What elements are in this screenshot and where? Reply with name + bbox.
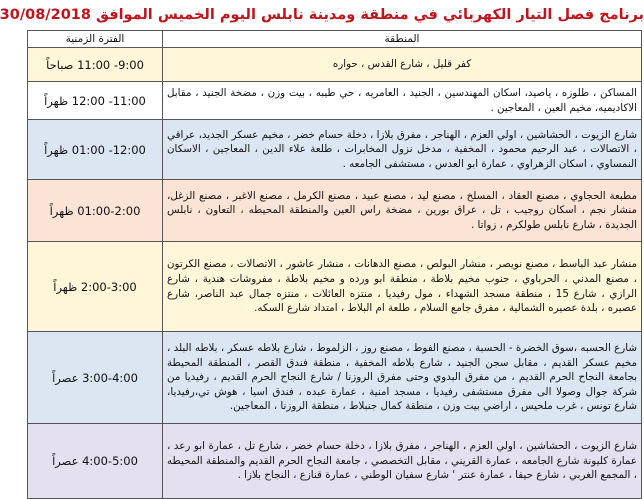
period-cell: [28, 82, 163, 120]
area-column-header: المنطقة: [163, 31, 642, 48]
period-text: 11:00- 12:00 ظهراً: [44, 93, 146, 108]
area-cell: شارع الزيوت ، الحشاشين ، اولي العزم ، الهناجر ، مفرق بلازا ، دخلة حسام خضر ، شارع تل ، عمارة ابو رعد ، عمارة كليونة شارع الجامعه ، عمارة القريني ، مقابل التخصصي ، جامعة النجاح الحرم القديم والمنطقة المحيطه ، المجمع الغربي ، شارع حيفا ، عمارة عنتر ' شارع سفيان الوطني ، عمارة قنازع ، النجاح بلازا .: [163, 424, 642, 499]
area-cell: شارع الحسبه ،سوق الخضرة - الحسبة ، مصنع الفوط ، مصنع روز ، الزلموط ، شارع بلاطه عسكر ، بلاطه البلد ، مخيم عسكر القديم ، مقابل سجن الجنيد ، شارع بلاطه المخفية ، منطقة فندق القصر ، المنطقة المحيطة بجامعة النجاح الحرم القديم ، من مفرق البدوي وحتى مفرق الروزنا / شارع النجاح الحرم القديم ، رفيديا من شركة جوال وصولا الى مفرق مستشفى رفيديا ، مسجد امنية ، عمارة عبده ، فندق اسيا ، هوش تي،رفيديا، شارع تونس ، غرب ملحيس ، اراضي بيت وزن ، منطقة كمال جنبلاط ، منطقة الروزنا ، المعاجين.: [163, 332, 642, 424]
table-row: [28, 180, 642, 242]
period-cell: [28, 242, 163, 332]
period-cell: [28, 48, 163, 82]
area-cell: المساكن ، طلوزه ، ياصيد، اسكان المهندسين ، الجنيد ، العامريه ، حي طيبه ، بيت وزن ، مضخة الجنيد ، مقابل الاكاديميه، مخيم العين ، المعاجين .: [163, 82, 642, 120]
period-text: 01:00-2:00 ظهراً: [49, 203, 141, 218]
table-row: [28, 242, 642, 332]
period-text: 12:00- 01:00 ظهراً: [44, 142, 146, 157]
period-cell: [28, 332, 163, 424]
area-cell: شارع الزيوت ، الحشاشين ، اولي العزم ، الهناجر ، مفرق بلازا ، دخلة حسام خضر ، مخيم عسكر الجديد، عراقي ، الاتصالات ، عبد الرحيم محمود ، المخفية ، مدخل نزول المخابرات ، طلعة علاء الدين ، المعاجين ، الاسكان النمساوي ، اسكان الزهراوي ، عمارة ابو العدس ، مستشفى الجامعه .: [163, 120, 642, 180]
table-row: [28, 48, 642, 82]
period-cell: [28, 120, 163, 180]
period-text: 4:00-5:00 عصراً: [52, 454, 138, 468]
area-cell: مطبعة الحجاوي ، مصنع العقاد ، المسلخ ، مصنع ليد ، مصنع عبيد ، مصنع الكرمل ، مصنع الاغبر ، مصنع الزغل، منشار نجم ، اسكان روجيب ، تل ، عراق بورين ، مضخة راس العين والمنطقة المحيطه ، التعاون ، نابلس الجديدة ، شارع نابلس طولكرم ، زواتا .: [163, 180, 642, 242]
period-text: 9:00- 11:00 صباحاً: [46, 57, 144, 72]
page-title: برنامج فصل التيار الكهربائي في منطقة ومدينة نابلس اليوم الخميس الموافق 30/08/2018: [0, 7, 644, 23]
area-cell: منشار عبد الباسط ، مصنع نويصر ، منشار البولص ، مصنع الدهانات ، منشار عاشور ، الاتصالات ، مصنع الكرتون ، مصنع المدني ، الحرباوي ، جنوب مخيم بلاطة ، منطقة ابو ورده و مخيم بلاطة ، مفروشات هندية ، شارع الرازي ، شارع 15 ، منطقة مسجد الشهداء ، مول رفيديا ، منتزه العائلات ، منتزه جمال عبد الناصر، شارع عصيره ، بلدة عصيره الشمالية ، مفرق جامع السلام ، طلعة ام البلاط ، امتداد شارع السكه.: [163, 242, 642, 332]
period-column-header: الفترة الزمنية: [28, 31, 163, 48]
period-cell: [28, 424, 163, 499]
schedule-table: [27, 30, 642, 499]
period-text: 3:00-4:00 عصراً: [52, 370, 138, 385]
table-header-row: [28, 31, 642, 48]
table-row: [28, 120, 642, 180]
table-row: [28, 82, 642, 120]
area-cell: كفر قليل ، شارع القدس ، حواره: [163, 48, 642, 82]
period-text: 2:00-3:00 ظهراً: [53, 279, 137, 294]
table-row: [28, 332, 642, 424]
table-row: [28, 424, 642, 499]
period-cell: [28, 180, 163, 242]
